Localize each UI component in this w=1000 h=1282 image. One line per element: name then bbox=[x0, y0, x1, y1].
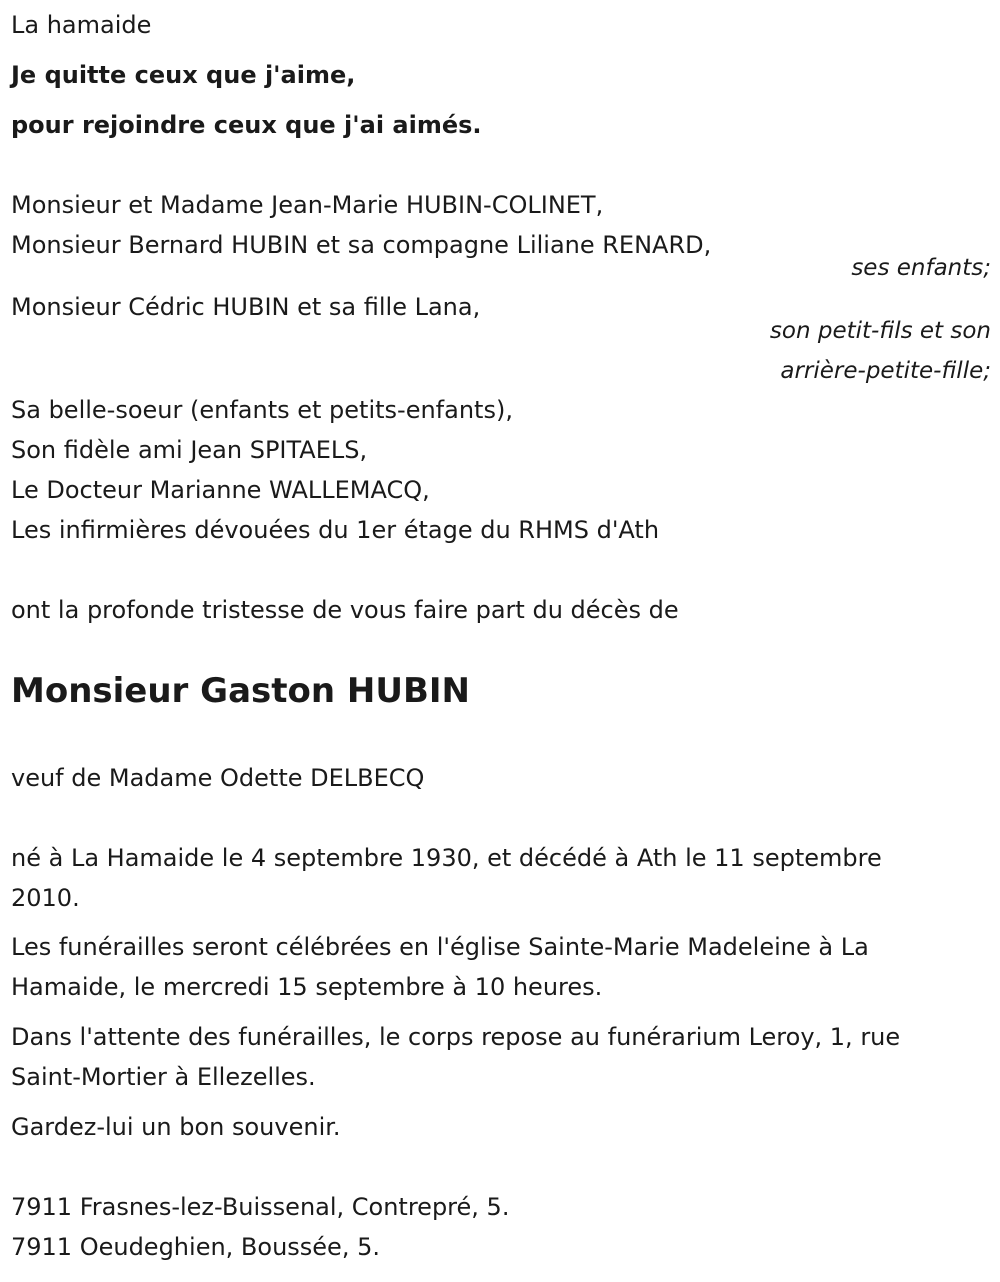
quote-line-2: pour rejoindre ceux que j'ai aimés. bbox=[11, 111, 482, 139]
announcement-text: ont la profonde tristesse de vous faire part du décès de bbox=[11, 596, 679, 624]
address-1: 7911 Frasnes-lez-Buissenal, Contrepré, 5. bbox=[11, 1193, 510, 1221]
family-other-1: Sa belle-soeur (enfants et petits-enfants), bbox=[11, 396, 513, 424]
funeral-line-2: Hamaide, le mercredi 15 septembre à 10 heures. bbox=[11, 973, 603, 1001]
family-child-1: Monsieur et Madame Jean-Marie HUBIN-COLINET, bbox=[11, 191, 604, 219]
grandchildren-role-line-2: arrière-petite-fille; bbox=[780, 358, 991, 384]
birth-death-line-2: 2010. bbox=[11, 884, 80, 912]
family-other-4: Les infirmières dévouées du 1er étage du RHMS d'Ath bbox=[11, 516, 660, 544]
birth-death-line-1: né à La Hamaide le 4 septembre 1930, et décédé à Ath le 11 septembre bbox=[11, 844, 882, 872]
family-other-2: Son fidèle ami Jean SPITAELS, bbox=[11, 436, 368, 464]
quote-line-1: Je quitte ceux que j'aime, bbox=[11, 61, 356, 89]
grandchildren-role-line-1: son petit-fils et son bbox=[769, 318, 991, 344]
location-text: La hamaide bbox=[11, 11, 152, 39]
address-2: 7911 Oeudeghien, Boussée, 5. bbox=[11, 1233, 380, 1261]
closing-text: Gardez-lui un bon souvenir. bbox=[11, 1113, 341, 1141]
deceased-name: Monsieur Gaston HUBIN bbox=[11, 671, 470, 711]
children-role: ses enfants; bbox=[851, 255, 991, 281]
repose-line-1: Dans l'attente des funérailles, le corps repose au funérarium Leroy, 1, rue bbox=[11, 1023, 901, 1051]
funeral-line-1: Les funérailles seront célébrées en l'église Sainte-Marie Madeleine à La bbox=[11, 933, 869, 961]
repose-line-2: Saint-Mortier à Ellezelles. bbox=[11, 1063, 316, 1091]
family-other-3: Le Docteur Marianne WALLEMACQ, bbox=[11, 476, 430, 504]
family-child-2: Monsieur Bernard HUBIN et sa compagne Liliane RENARD, bbox=[11, 231, 712, 259]
family-grandchildren: Monsieur Cédric HUBIN et sa fille Lana, bbox=[11, 293, 481, 321]
widower-text: veuf de Madame Odette DELBECQ bbox=[11, 764, 425, 792]
